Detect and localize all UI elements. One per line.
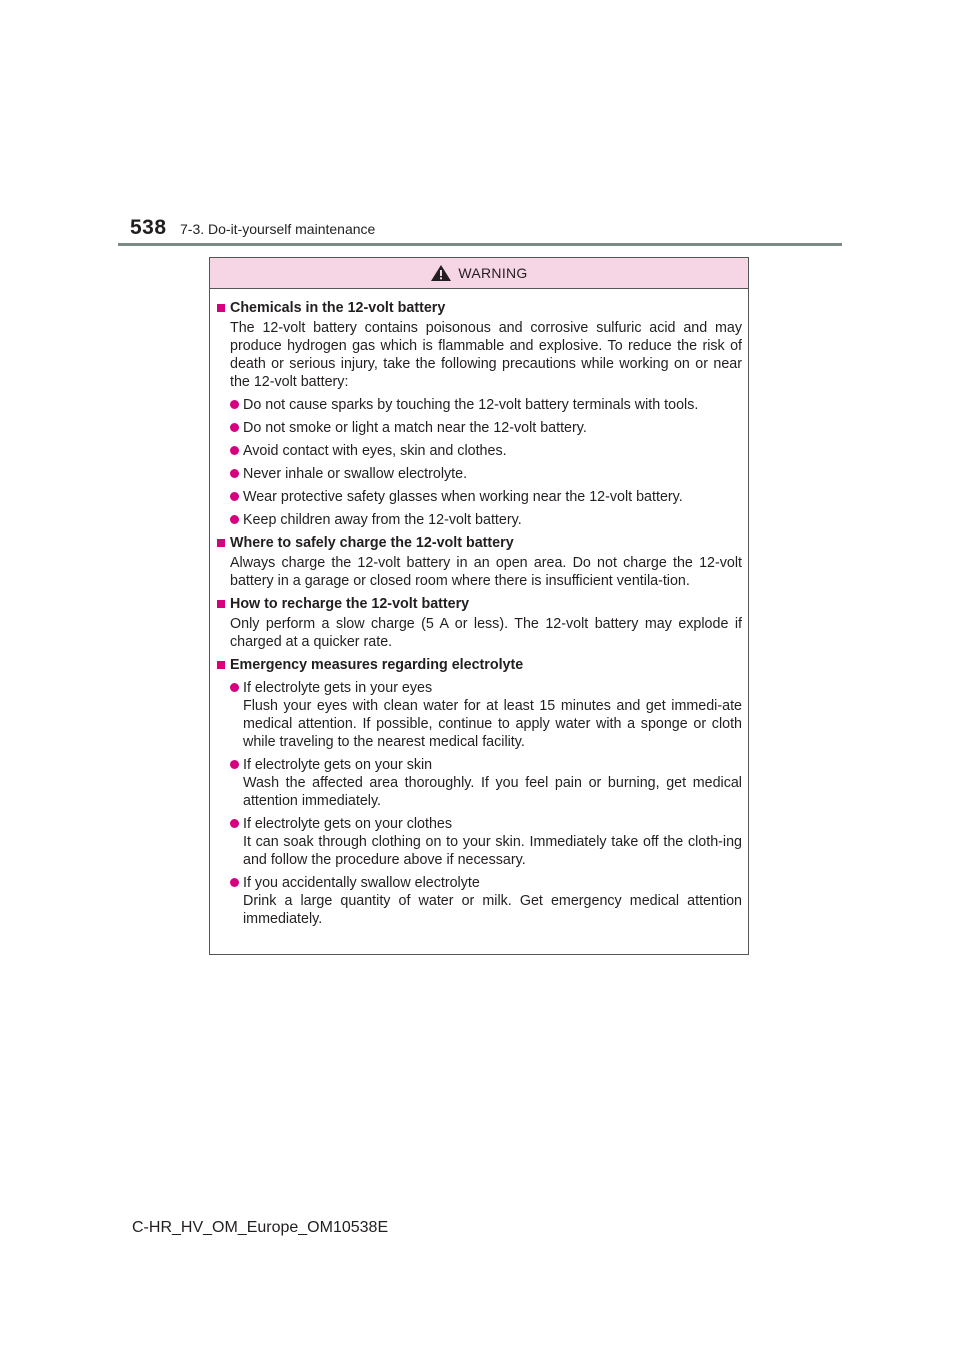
section-text: The 12-volt battery contains poisonous and corrosive sulfuric acid and may produce hydrogen gas which is flammable and explosive. To reduce the risk of death or serious injury, take the following precautions while working on or near the 12-volt battery:: [230, 320, 742, 390]
section-title: 7-3. Do-it-yourself maintenance: [180, 221, 376, 237]
list-item: [230, 815, 742, 869]
list-item: [230, 488, 742, 506]
circle-bullet-icon: [230, 683, 239, 692]
section-heading: How to recharge the 12-volt battery: [230, 596, 470, 612]
bullet-text: Do not smoke or light a match near the 12-volt battery.: [243, 420, 587, 436]
warning-section: [217, 534, 742, 590]
bullet-list: [230, 396, 742, 529]
square-bullet-icon: [217, 600, 225, 608]
bullet-list: [230, 679, 742, 928]
bullet-text: If you accidentally swallow electrolyte: [243, 875, 480, 891]
section-heading: Where to safely charge the 12-volt battery: [230, 535, 514, 551]
bullet-text: Avoid contact with eyes, skin and clothes.: [243, 443, 507, 459]
warning-section: [217, 595, 742, 651]
bullet-detail: Flush your eyes with clean water for at least 15 minutes and get immedi-ate medical attention. If possible, continue to apply water with a sponge or cloth while traveling to the nearest medical facility.: [243, 698, 742, 750]
list-item: [230, 396, 742, 414]
circle-bullet-icon: [230, 819, 239, 828]
bullet-detail: It can soak through clothing on to your skin. Immediately take off the cloth-ing and follow the procedure above if necessary.: [243, 834, 742, 868]
bullet-detail: Drink a large quantity of water or milk. Get emergency medical attention immediately.: [243, 893, 742, 927]
circle-bullet-icon: [230, 446, 239, 455]
list-item: [230, 419, 742, 437]
bullet-text: If electrolyte gets on your skin: [243, 757, 433, 773]
list-item: [230, 465, 742, 483]
warning-box: [209, 257, 749, 955]
list-item: [230, 511, 742, 529]
list-item: [230, 679, 742, 751]
circle-bullet-icon: [230, 469, 239, 478]
page-number: 538: [130, 216, 167, 239]
warning-label: WARNING: [458, 265, 528, 281]
circle-bullet-icon: [230, 423, 239, 432]
list-item: [230, 442, 742, 460]
circle-bullet-icon: [230, 492, 239, 501]
section-heading: Chemicals in the 12-volt battery: [230, 300, 446, 316]
bullet-detail: Wash the affected area thoroughly. If you feel pain or burning, get medical attention immediately.: [243, 775, 742, 809]
circle-bullet-icon: [230, 760, 239, 769]
header-rule: [118, 243, 842, 246]
list-item: [230, 756, 742, 810]
circle-bullet-icon: [230, 878, 239, 887]
warning-section: [217, 656, 742, 928]
page-header: [130, 216, 842, 246]
bullet-text: Do not cause sparks by touching the 12-volt battery terminals with tools.: [243, 397, 699, 413]
circle-bullet-icon: [230, 400, 239, 409]
bullet-text: Wear protective safety glasses when working near the 12-volt battery.: [243, 489, 683, 505]
square-bullet-icon: [217, 304, 225, 312]
warning-triangle-icon: [430, 264, 452, 282]
warning-header: [210, 258, 748, 289]
bullet-text: Keep children away from the 12-volt battery.: [243, 512, 522, 528]
list-item: [230, 874, 742, 928]
square-bullet-icon: [217, 539, 225, 547]
square-bullet-icon: [217, 661, 225, 669]
warning-section: [217, 299, 742, 529]
section-text: Only perform a slow charge (5 A or less). The 12-volt battery may explode if charged at a quicker rate.: [230, 616, 742, 650]
circle-bullet-icon: [230, 515, 239, 524]
document-code: C-HR_HV_OM_Europe_OM10538E: [132, 1219, 389, 1236]
bullet-text: If electrolyte gets on your clothes: [243, 816, 453, 832]
bullet-text: Never inhale or swallow electrolyte.: [243, 466, 468, 482]
bullet-text: If electrolyte gets in your eyes: [243, 680, 433, 696]
section-heading: Emergency measures regarding electrolyte: [230, 657, 524, 673]
warning-body: [210, 289, 748, 928]
section-text: Always charge the 12-volt battery in an open area. Do not charge the 12-volt battery in a garage or closed room where there is insufficient ventila-tion.: [230, 555, 742, 589]
